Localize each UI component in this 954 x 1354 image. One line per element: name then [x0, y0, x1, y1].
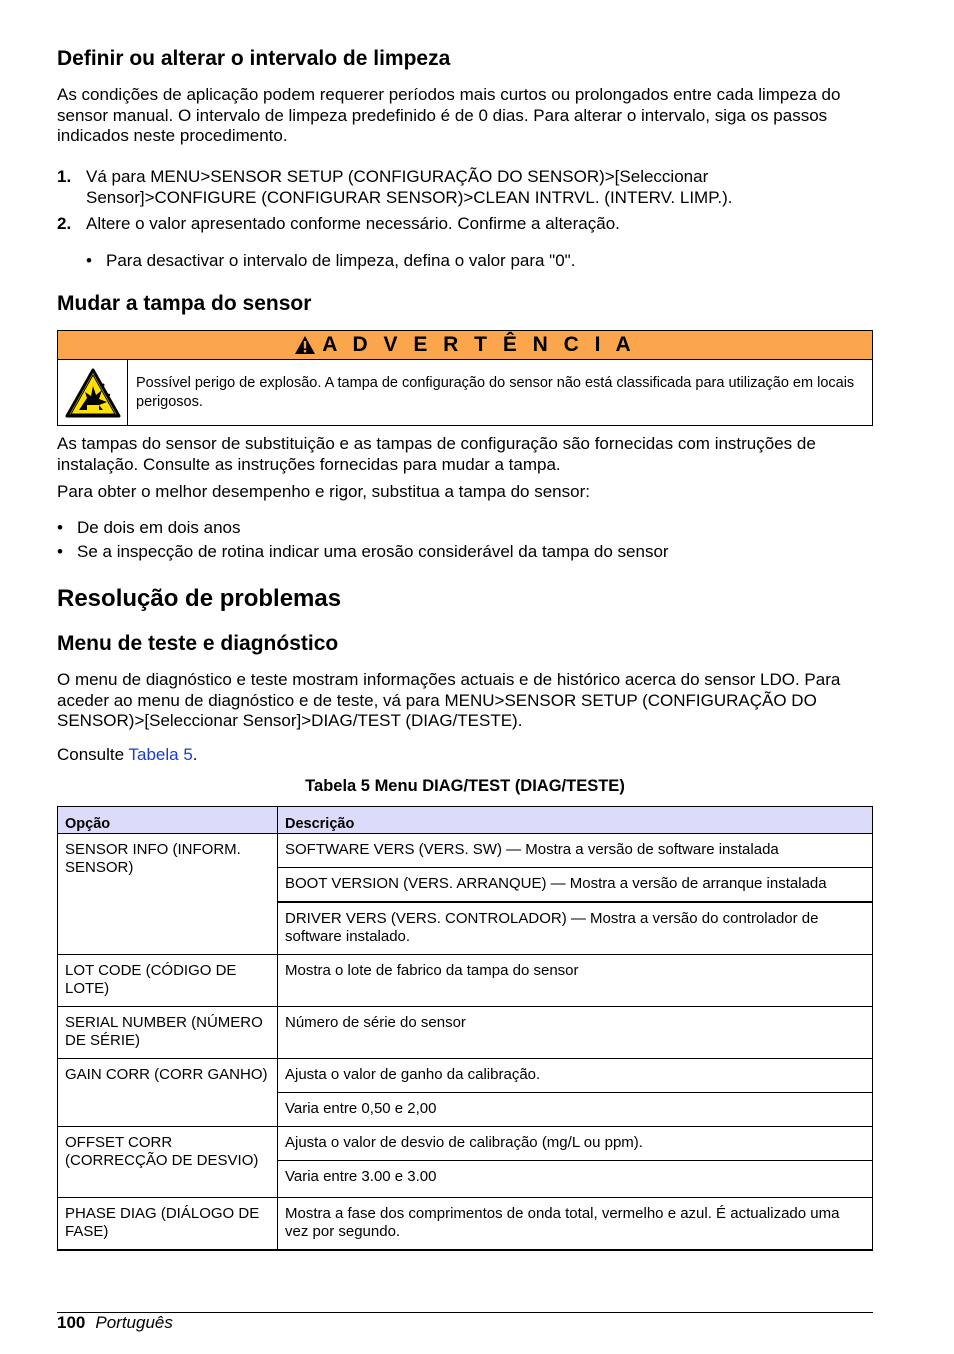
footer-divider: [57, 1312, 873, 1313]
description-cell: Varia entre 3.00 e 3.00: [278, 1161, 873, 1198]
section-heading-diag-menu: Menu de teste e diagnóstico: [57, 632, 339, 655]
warning-header: [58, 331, 872, 360]
consult-line: [57, 745, 873, 766]
option-cell: SERIAL NUMBER (NÚMERO DE SÉRIE): [58, 1007, 278, 1059]
step-text: Altere o valor apresentado conforme necessário. Confirme a alteração.: [86, 214, 620, 233]
warning-body: [58, 360, 872, 425]
table-row: [58, 1198, 873, 1251]
table-5-link[interactable]: Tabela 5: [128, 745, 193, 764]
table-row: [58, 1059, 873, 1093]
bullet-text: Para desactivar o intervalo de limpeza, defina o valor para "0".: [106, 251, 576, 270]
section-heading-sensor-cap: Mudar a tampa do sensor: [57, 292, 312, 315]
warning-text: Possível perigo de explosão. A tampa de configuração do sensor não está classificada para utilização em locais perigosos.: [136, 375, 855, 410]
description-cell: BOOT VERSION (VERS. ARRANQUE) — Mostra a versão de arranque instalada: [278, 868, 873, 903]
table-row: [58, 834, 873, 868]
description-cell: Ajusta o valor de ganho da calibração.: [278, 1059, 873, 1093]
table-row: [58, 1127, 873, 1161]
description-cell: Varia entre 0,50 e 2,00: [278, 1093, 873, 1127]
description-cell: Número de série do sensor: [278, 1007, 873, 1059]
bullet-text: De dois em dois anos: [77, 518, 241, 537]
section-heading-troubleshooting: Resolução de problemas: [57, 585, 342, 612]
bullet-dot: •: [57, 542, 63, 561]
bullet-dot: •: [57, 518, 63, 537]
bullet-dot: •: [86, 251, 92, 270]
option-cell: LOT CODE (CÓDIGO DE LOTE): [58, 955, 278, 1007]
option-cell: SENSOR INFO (INFORM. SENSOR): [58, 834, 278, 955]
description-cell: Ajusta o valor de desvio de calibração (mg/L ou ppm).: [278, 1127, 873, 1161]
description-cell: Mostra a fase dos comprimentos de onda total, vermelho e azul. É actualizado uma vez por segundo.: [278, 1198, 873, 1251]
sensor-cap-paragraph: Para obter o melhor desempenho e rigor, substitua a tampa do sensor:: [57, 482, 590, 501]
option-cell: GAIN CORR (CORR GANHO): [58, 1059, 278, 1127]
footer-language: Português: [95, 1313, 173, 1332]
sensor-cap-paragraph: As tampas do sensor de substituição e as tampas de configuração são fornecidas com instruções de instalação. Consulte as instruções fornecidas para mudar a tampa.: [57, 434, 816, 474]
consult-suffix: .: [192, 745, 198, 764]
cleaning-intro-paragraph: As condições de aplicação podem requerer períodos mais curtos ou prolongados entre cada limpeza do sensor manual. O intervalo de limpeza predefinido é de 0 dias. Para alterar o intervalo, siga os passos indicados neste procedimento.: [57, 85, 841, 145]
page-number: 100: [57, 1313, 86, 1332]
table-row: [58, 955, 873, 1007]
table-header-row: [58, 807, 873, 834]
warning-title: A D V E R T Ê N C I A: [322, 333, 636, 356]
option-cell: PHASE DIAG (DIÁLOGO DE FASE): [58, 1198, 278, 1251]
option-cell: OFFSET CORR (CORRECÇÃO DE DESVIO): [58, 1127, 278, 1198]
warning-triangle-icon: [294, 335, 316, 355]
warning-box: [57, 330, 873, 426]
header-option: Opção: [58, 807, 278, 834]
page-footer: [57, 1313, 173, 1333]
step-number: 2.: [57, 214, 72, 233]
consult-prefix: Consulte: [57, 745, 129, 764]
diag-test-table: [57, 806, 873, 1251]
step-text: Vá para MENU>SENSOR SETUP (CONFIGURAÇÃO DO SENSOR)>[Seleccionar Sensor]>CONFIGURE (CONFIGURAR SENSOR)>CLEAN INTRVL. (INTERV. LIMP.).: [86, 167, 733, 207]
header-description: Descrição: [278, 807, 873, 834]
description-cell: SOFTWARE VERS (VERS. SW) — Mostra a versão de software instalada: [278, 834, 873, 868]
diag-paragraph: O menu de diagnóstico e teste mostram informações actuais e de histórico acerca do sensor LDO. Para aceder ao menu de diagnóstico e de teste, vá para MENU>SENSOR SETUP (CONFIGURAÇÃO DO SENSOR)>[Seleccionar Sensor]>DIAG/TEST (DIAG/TESTE).: [57, 670, 841, 730]
description-cell: DRIVER VERS (VERS. CONTROLADOR) — Mostra a versão do controlador de software instalado.: [278, 902, 873, 955]
section-heading-cleaning-interval: Definir ou alterar o intervalo de limpeza: [57, 47, 451, 70]
explosion-hazard-icon: [58, 360, 128, 425]
bullet-text: Se a inspecção de rotina indicar uma erosão considerável da tampa do sensor: [77, 542, 669, 561]
step-number: 1.: [57, 167, 72, 186]
table-row: [58, 1007, 873, 1059]
description-cell: Mostra o lote de fabrico da tampa do sensor: [278, 955, 873, 1007]
table-caption: Tabela 5 Menu DIAG/TEST (DIAG/TESTE): [305, 777, 625, 795]
